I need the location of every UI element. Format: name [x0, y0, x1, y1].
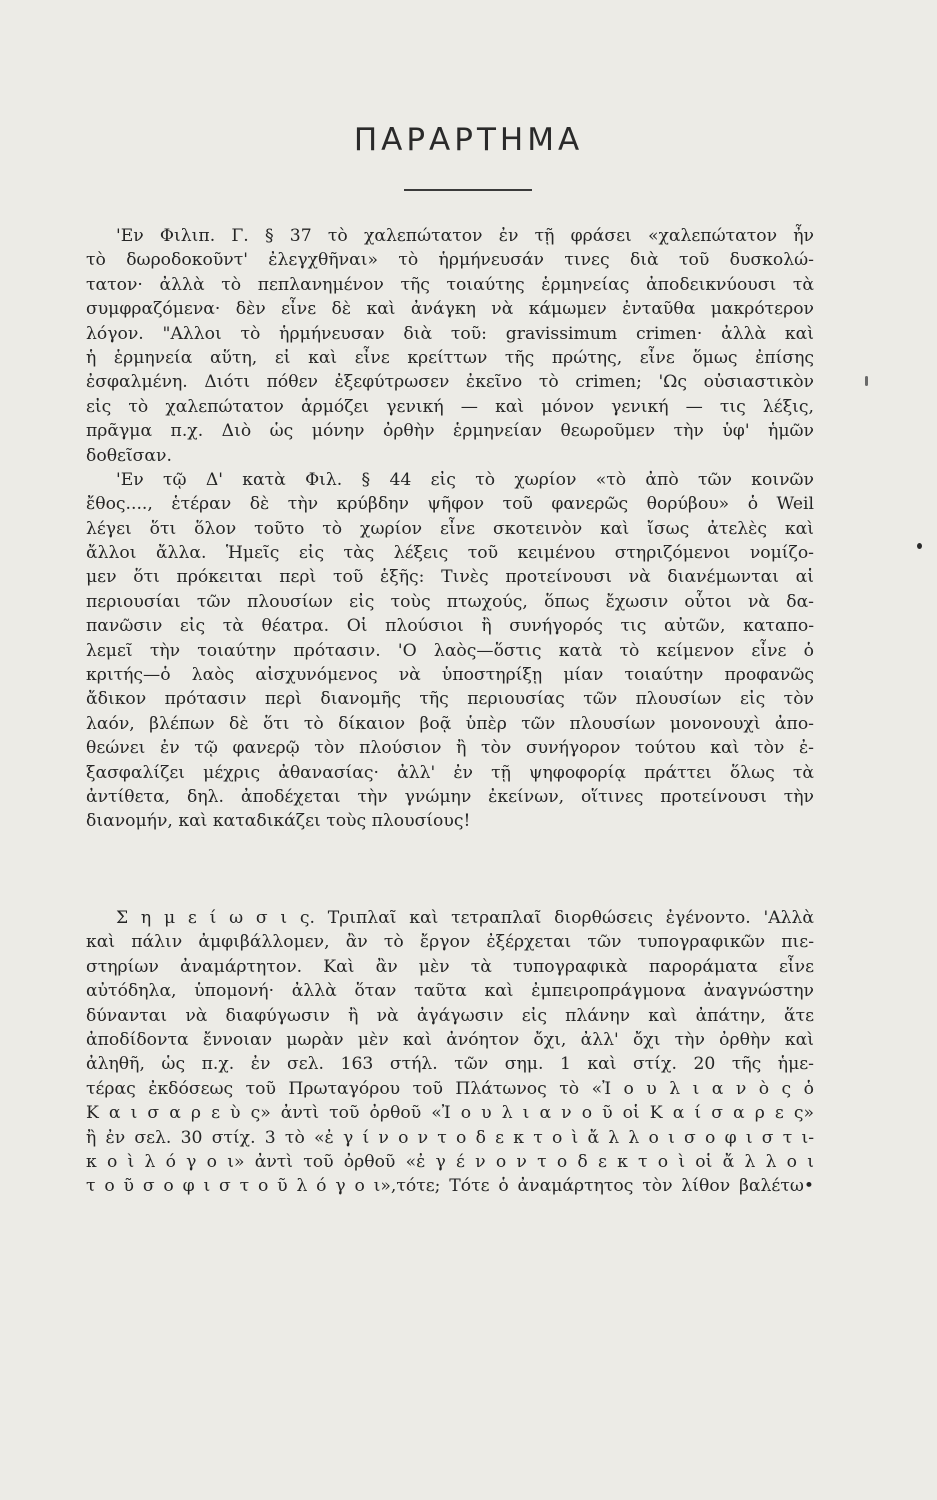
title-divider — [404, 189, 532, 191]
text-line: θεώνει ἐν τῷ φανερῷ τὸν πλούσιον ἢ τὸν συνήγορον τούτου καὶ τὸν ἐ- — [86, 738, 814, 759]
text-line: ἄδικον πρότασιν περὶ διανομῆς τῆς περιουσίας τῶν πλουσίων εἰς τὸν — [86, 689, 814, 710]
text-line: ἄλλοι ἄλλα. Ἡμεῖς εἰς τὰς λέξεις τοῦ κειμένου στηριζόμενοι νομίζο- — [86, 543, 814, 564]
text-line: στηρίων ἀναμάρτητον. Καὶ ἂν μὲν τὰ τυπογραφικὰ παροράματα εἶνε — [86, 956, 814, 977]
notes-body — [86, 906, 814, 1199]
text-line: τ ο ῦ σ ο φ ι σ τ ο ῦ λ ό γ ο ι»,τότε; Τότε ὁ ἀναμάρτητος τὸν λίθον βαλέτω• — [86, 1176, 814, 1197]
text-line: τέρας ἐκδόσεως τοῦ Πρωταγόρου τοῦ Πλάτωνος τὸ «Ἰ ο υ λ ι α ν ὸ ς ὁ — [86, 1078, 814, 1099]
text-line: διανομήν, καὶ καταδικάζει τοὺς πλουσίους! — [86, 811, 471, 832]
text-line: ἀποδίδοντα ἔννοιαν μωρὰν μὲν καὶ ἀνόητον ὄχι, ἀλλ' ὄχι τὴν ὀρθὴν καὶ — [86, 1029, 814, 1050]
text-line: 'Εν τῷ Δ' κατὰ Φιλ. § 44 εἰς τὸ χωρίον «τὸ ἀπὸ τῶν κοινῶν — [116, 469, 814, 490]
appendix-body — [86, 224, 814, 834]
text-line: Κ α ι σ α ρ ε ὺ ς» ἀντὶ τοῦ ὀρθοῦ «Ἰ ο υ λ ι α ν ο ῦ οἱ Κ α ί σ α ρ ε ς» — [86, 1103, 814, 1124]
text-line: ἐσφαλμένη. Διότι πόθεν ἐξεφύτρωσεν ἐκεῖνο τὸ crimen; 'Ως οὐσιαστικὸν — [86, 372, 814, 393]
ink-spot — [865, 376, 868, 386]
text-line: ξασφαλίζει μέχρις ἀθανασίας· ἀλλ' ἐν τῇ ψηφοφορίᾳ πράττει ὅλως τὰ — [86, 762, 814, 783]
ink-spot — [917, 543, 922, 549]
text-line: λόγον. "Αλλοι τὸ ἡρμήνευσαν διὰ τοῦ: gravissimum crimen· ἀλλὰ καὶ — [86, 323, 814, 344]
text-line: μεν ὅτι πρόκειται περὶ τοῦ ἑξῆς: Τινὲς προτείνουσι νὰ διανέμωνται αἱ — [86, 567, 814, 588]
text-line: πανῶσιν εἰς τὰ θέατρα. Οἱ πλούσιοι ἢ συνήγορός τις αὐτῶν, καταπο- — [86, 616, 814, 637]
text-line: τὸ δωροδοκοῦντ' ἐλεγχθῆναι» τὸ ἡρμήνευσάν τινες διὰ τοῦ δυσκολώ- — [86, 250, 814, 271]
text-line: ἀληθῆ, ὡς π.χ. ἐν σελ. 163 στήλ. τῶν σημ. 1 καὶ στίχ. 20 τῆς ἡμε- — [86, 1054, 814, 1075]
text-line: πρᾶγμα π.χ. Διὸ ὡς μόνην ὀρθὴν ἑρμηνείαν θεωροῦμεν τὴν ὑφ' ἡμῶν — [86, 421, 814, 442]
text-line: δύνανται νὰ διαφύγωσιν ἢ νὰ ἀγάγωσιν εἰς πλάνην καὶ ἀπάτην, ἅτε — [86, 1005, 814, 1026]
text-line: 'Εν Φιλιπ. Γ. § 37 τὸ χαλεπώτατον ἐν τῇ φράσει «χαλεπώτατον ἦν — [116, 226, 814, 246]
page-title: ΠΑΡΑΡΤΗΜΑ — [353, 122, 584, 158]
text-line: ἡ ἑρμηνεία αὕτη, εἰ καὶ εἶνε κρείττων τῆς πρώτης, εἶνε ὅμως ἐπίσης — [86, 347, 814, 368]
text-line: κριτής—ὁ λαὸς αἰσχυνόμενος νὰ ὑποστηρίξῃ μίαν τοιαύτην προφανῶς — [86, 665, 814, 686]
text-line: λεμεῖ τὴν τοιαύτην πρότασιν. 'Ο λαὸς—ὅστις κατὰ τὸ κείμενον εἶνε ὁ — [86, 640, 814, 661]
text-line: ἀντίθετα, δηλ. ἀποδέχεται τὴν γνώμην ἐκείνων, οἵτινες προτείνουσι τὴν — [86, 786, 814, 807]
text-line: κ ο ὶ λ ό γ ο ι» ἀντὶ τοῦ ὀρθοῦ «ἐ γ έ ν ο ν τ ο δ ε κ τ ο ὶ οἱ ἄ λ λ ο ι — [86, 1151, 814, 1172]
text-line: αὐτόδηλα, ὑπομονή· ἀλλὰ ὅταν ταῦτα καὶ ἐμπειροπράγμονα ἀναγνώστην — [86, 981, 814, 1002]
text-line: συμφραζόμενα· δὲν εἶνε δὲ καὶ ἀνάγκη νὰ κάμωμεν ἐνταῦθα μακρότερον — [86, 299, 814, 320]
text-line: περιουσίαι τῶν πλουσίων εἰς τοὺς πτωχούς, ὅπως ἔχωσιν οὗτοι νὰ δα- — [86, 591, 814, 612]
text-line: τατον· ἀλλὰ τὸ πεπλανημένον τῆς τοιαύτης ἑρμηνείας ἀποδεικνύουσι τὰ — [86, 274, 814, 295]
text-line: ἢ ἐν σελ. 30 στίχ. 3 τὸ «ἐ γ ί ν ο ν τ ο δ ε κ τ ο ὶ ἄ λ λ ο ι σ ο φ ι σ τ ι- — [86, 1127, 814, 1148]
text-line: Σ η μ ε ί ω σ ι ς. Τριπλαῖ καὶ τετραπλαῖ διορθώσεις ἐγένοντο. 'Αλλὰ — [116, 908, 814, 928]
text-line: καὶ πάλιν ἀμφιβάλλομεν, ἂν τὸ ἔργον ἐξέρχεται τῶν τυπογραφικῶν πιε- — [86, 932, 814, 953]
text-line: λέγει ὅτι ὅλον τοῦτο τὸ χωρίον εἶνε σκοτεινὸν καὶ ἴσως ἀτελὲς καὶ — [86, 518, 814, 539]
text-line: ἔθος...., ἑτέραν δὲ τὴν κρύβδην ψῆφον τοῦ φανερῶς θορύβου» ὁ Weil — [86, 494, 814, 515]
text-line: λαόν, βλέπων δὲ ὅτι τὸ δίκαιον βοᾷ ὑπὲρ τῶν πλουσίων μονονουχὶ ἀπο- — [86, 713, 814, 734]
text-line: εἰς τὸ χαλεπώτατον ἁρμόζει γενική — καὶ μόνον γενική — τις λέξις, — [86, 396, 814, 417]
text-line: δοθεῖσαν. — [86, 445, 172, 466]
